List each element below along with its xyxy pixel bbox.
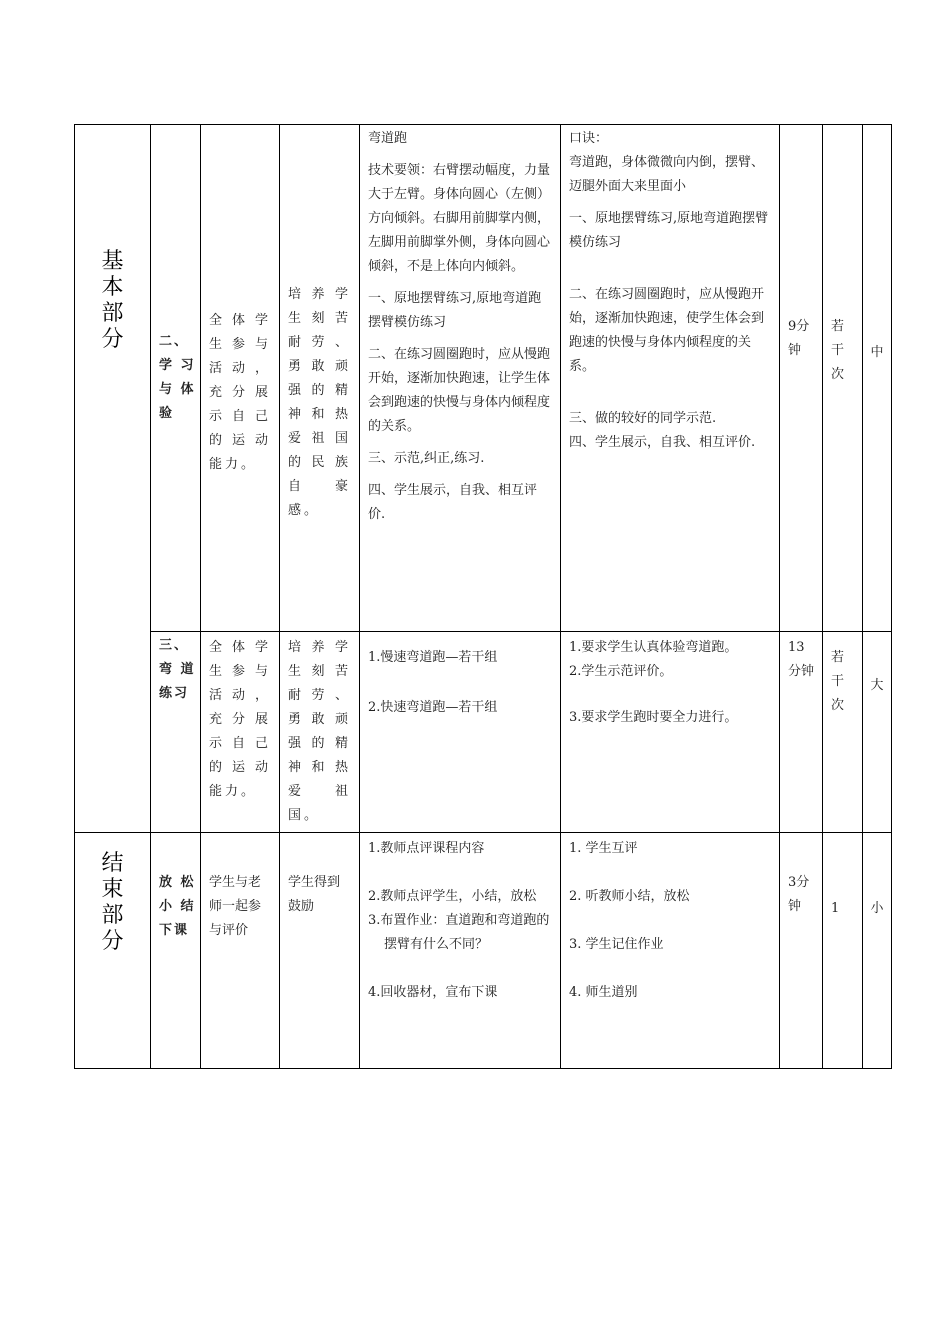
step-label: 二、 — [159, 334, 190, 349]
step-label: 小 结 — [159, 899, 196, 914]
table-row — [75, 632, 892, 833]
table-row — [75, 125, 892, 632]
section-cell — [75, 833, 151, 1069]
section-name: 基本部分 — [101, 249, 124, 352]
count-cell — [823, 833, 863, 1069]
method-line: 2.学生示范评价。 — [569, 664, 673, 679]
time-text: 9分钟 — [788, 319, 810, 358]
content-line: 四、学生展示，自我、相互评价. — [368, 483, 538, 522]
method-cell — [561, 125, 780, 632]
table-row — [75, 833, 892, 1069]
content-line: 一、原地摆臂练习,原地弯道跑摆臂模仿练习 — [368, 291, 542, 330]
time-cell — [780, 125, 823, 632]
step-label: 验 — [159, 406, 175, 421]
method-cell — [561, 833, 780, 1069]
intensity-cell — [863, 632, 892, 833]
lesson-plan-table — [74, 124, 892, 1069]
content-line: 弯道跑 — [368, 131, 408, 146]
method-line: 3.要求学生跑时要全力进行。 — [569, 710, 738, 725]
step-label: 放 松 — [159, 875, 196, 890]
goal-cell — [280, 125, 360, 632]
content-line: 1.慢速弯道跑—若干组 — [368, 650, 498, 665]
method-cell — [561, 632, 780, 833]
content-line: 1.教师点评课程内容 — [368, 841, 485, 856]
organization-text: 学生与老师一起参与评价 — [209, 875, 262, 938]
section-name: 结束部分 — [101, 851, 124, 954]
method-line: 四、学生展示，自我、相互评价. — [569, 435, 756, 450]
time-cell — [780, 833, 823, 1069]
content-cell — [360, 632, 561, 833]
step-label: 练习 — [159, 686, 190, 701]
content-line: 二、在练习圆圈跑时，应从慢跑开始，逐渐加快跑速，让学生体会到跑速的快慢与身体内倾程度的关系。 — [368, 347, 551, 434]
intensity-cell — [863, 833, 892, 1069]
method-line: 弯道跑，身体微微向内倒，摆臂、迈腿外面大来里面小 — [569, 155, 765, 194]
section-cell — [75, 125, 151, 833]
step-label: 三、 — [159, 638, 190, 653]
step-cell — [151, 632, 201, 833]
intensity-text: 小 — [870, 901, 884, 916]
time-cell — [780, 632, 823, 833]
content-line: 4.回收器材，宣布下课 — [368, 985, 498, 1000]
count-text: 1 — [831, 901, 840, 916]
content-cell — [360, 833, 561, 1069]
goal-text: 培养学生刻苦耐劳、勇敢顽强的精神和热爱祖国。 — [288, 640, 351, 823]
organization-cell — [201, 125, 280, 632]
method-line: 1.要求学生认真体验弯道跑。 — [569, 640, 738, 655]
method-line: 2. 听教师小结，放松 — [569, 889, 690, 904]
method-line: 1. 学生互评 — [569, 841, 638, 856]
content-line: 三、示范,纠正,练习. — [368, 451, 485, 466]
step-label: 弯 道 — [159, 662, 196, 677]
goal-text: 学生得到鼓励 — [288, 875, 341, 914]
content-line: 2.快速弯道跑—若干组 — [368, 700, 498, 715]
organization-text: 全体学生参与活动，充分展示自己的运动能力。 — [209, 640, 271, 799]
step-label: 与 体 — [159, 382, 196, 397]
method-line: 口诀： — [569, 131, 609, 146]
goal-cell — [280, 833, 360, 1069]
content-cell — [360, 125, 561, 632]
count-text: 若干次 — [831, 319, 845, 382]
step-label: 学 习 — [159, 358, 196, 373]
organization-text: 全体学生参与活动，充分展示自己的运动能力。 — [209, 313, 271, 472]
intensity-cell — [863, 125, 892, 632]
intensity-text: 大 — [870, 678, 884, 693]
goal-text: 培养学生刻苦耐劳、勇敢顽强的精神和热爱祖国的民族自豪感。 — [288, 287, 351, 518]
goal-cell — [280, 632, 360, 833]
step-cell — [151, 833, 201, 1069]
step-cell — [151, 125, 201, 632]
count-cell — [823, 632, 863, 833]
content-line: 3.布置作业：直道跑和弯道跑的摆臂有什么不同？ — [368, 913, 550, 952]
step-label: 下课 — [159, 923, 190, 938]
method-line: 三、做的较好的同学示范. — [569, 411, 717, 426]
count-text: 若干次 — [831, 650, 845, 713]
organization-cell — [201, 632, 280, 833]
method-line: 二、在练习圆圈跑时，应从慢跑开始，逐渐加快跑速，使学生体会到跑速的快慢与身体内倾程度的关系。 — [569, 287, 765, 374]
content-line: 2.教师点评学生，小结，放松 — [368, 889, 537, 904]
method-line: 一、原地摆臂练习,原地弯道跑摆臂模仿练习 — [569, 211, 769, 250]
method-line: 4. 师生道别 — [569, 985, 638, 1000]
time-text: 3分钟 — [788, 875, 810, 914]
content-line: 技术要领：右臂摆动幅度，力量大于左臂。身体向圆心（左侧）方向倾斜。右脚用前脚掌内侧，左脚用前脚掌外侧，身体向圆心倾斜，不是上体向内倾斜。 — [368, 163, 551, 274]
organization-cell — [201, 833, 280, 1069]
count-cell — [823, 125, 863, 632]
time-text: 13分钟 — [788, 640, 815, 679]
method-line: 3. 学生记住作业 — [569, 937, 664, 952]
intensity-text: 中 — [870, 345, 884, 360]
